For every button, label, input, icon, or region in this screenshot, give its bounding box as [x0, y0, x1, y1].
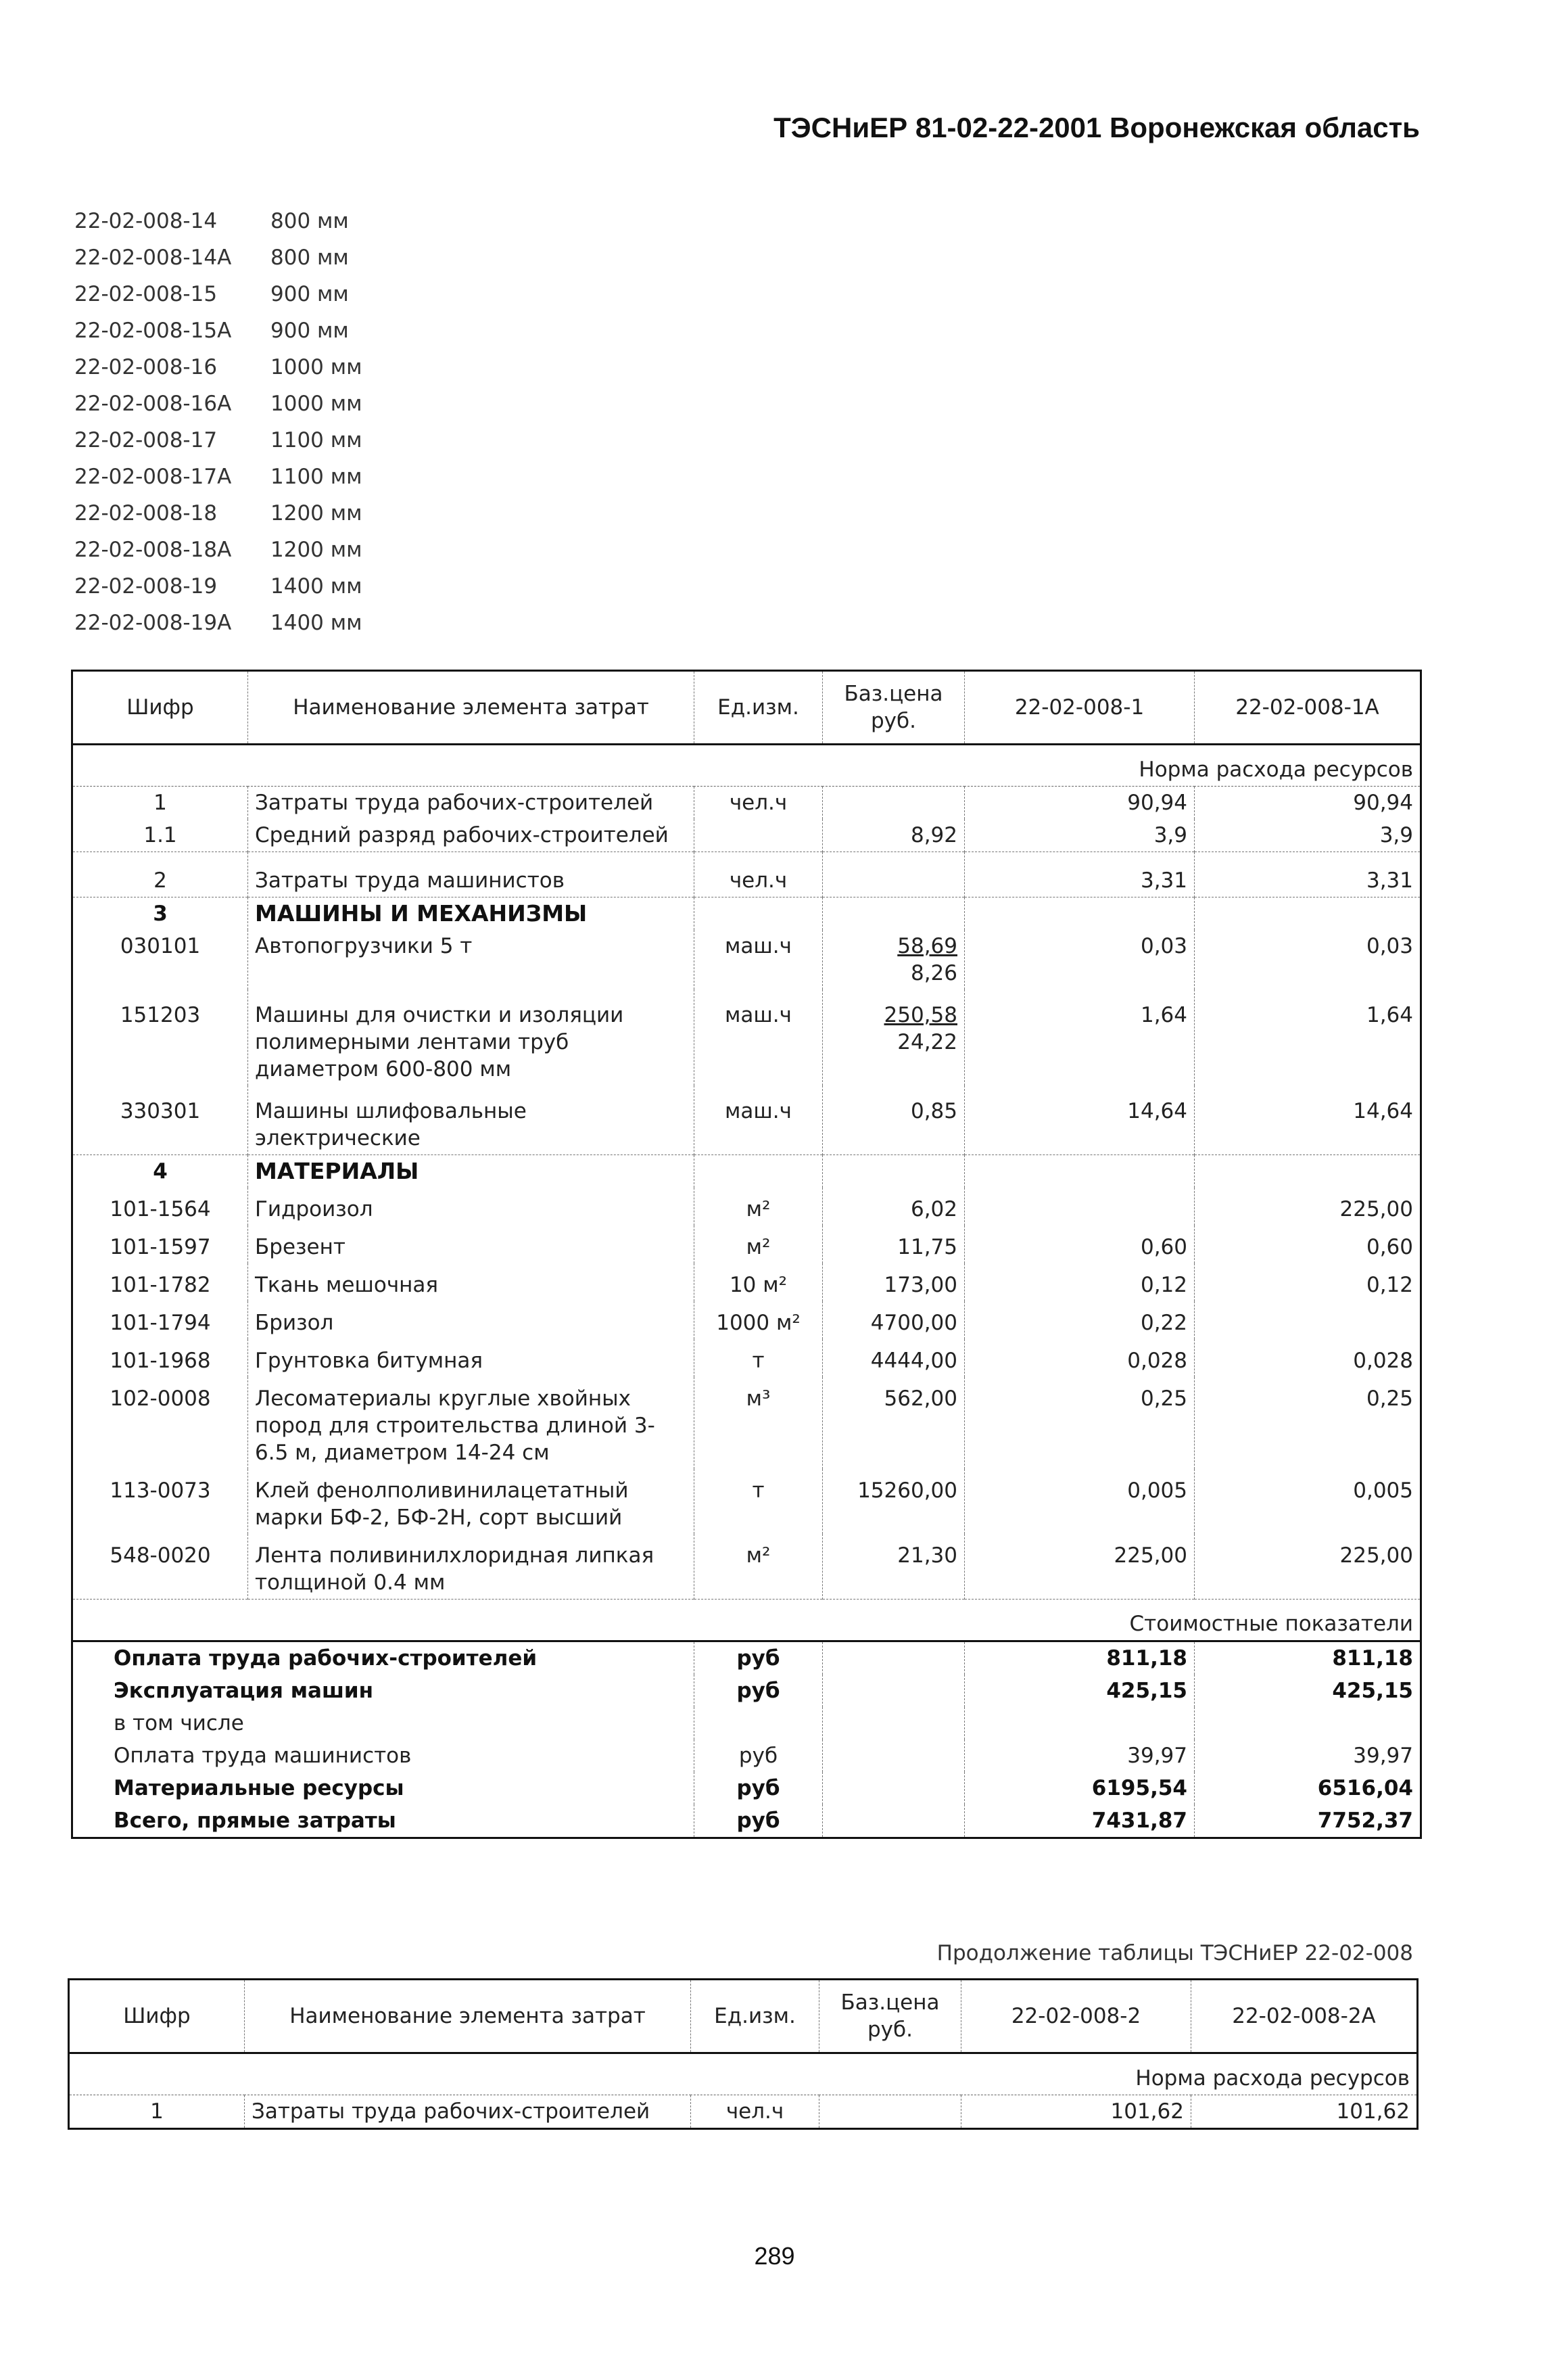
table-row: 548-0020 Лента поливинилхлоридная липкая толщиной 0.4 мм м² 21,30 225,00 225,00	[72, 1534, 1421, 1600]
page-header-title: ТЭСНиЕР 81-02-22-2001 Воронежская область	[773, 112, 1420, 143]
code-list-item: 22-02-008-16 1000 мм	[74, 355, 362, 379]
table-row: 1.1 Средний разряд рабочих-строителей 8,92 3,9 3,9	[72, 819, 1421, 852]
table-row: 1 Затраты труда рабочих-строителей чел.ч 101,62 101,62	[69, 2095, 1418, 2129]
table-row: 102-0008 Лесоматериалы круглые хвойных пород для строительства длиной 3-6.5 м, диаметром 14-24 см м³ 562,00 0,25 0,25	[72, 1377, 1421, 1469]
norm-label: Норма расхода ресурсов	[69, 2053, 1418, 2095]
page-number: 289	[754, 2242, 795, 2270]
norm-label: Норма расхода ресурсов	[72, 745, 1421, 787]
header-col2: 22-02-008-1А	[1195, 671, 1421, 745]
norm-section-row	[69, 2053, 1418, 2095]
table-row: 030101 Автопогрузчики 5 т маш.ч 58,69 8,26 0,03 0,03	[72, 930, 1421, 989]
header-cipher: Шифр	[69, 1980, 245, 2053]
code-list	[74, 203, 362, 641]
code-list-item: 22-02-008-15А 900 мм	[74, 319, 349, 343]
header-name: Наименование элемента затрат	[245, 1980, 691, 2053]
header-unit: Ед.изм.	[694, 671, 823, 745]
table-row: 1 Затраты труда рабочих-строителей чел.ч 90,94 90,94	[72, 787, 1421, 820]
header-col1: 22-02-008-2	[961, 1980, 1191, 2053]
table-header-row	[69, 1980, 1418, 2053]
table-header-row	[72, 671, 1421, 745]
header-cipher: Шифр	[72, 671, 248, 745]
header-unit: Ед.изм.	[691, 1980, 819, 2053]
cost-row: в том числе	[72, 1707, 1421, 1740]
table-row: 2 Затраты труда машинистов чел.ч 3,31 3,31	[72, 852, 1421, 897]
group-row-materials: 4 МАТЕРИАЛЫ	[72, 1155, 1421, 1188]
header-col2: 22-02-008-2А	[1191, 1980, 1418, 2053]
cost-row: Эксплуатация машин руб 425,15 425,15	[72, 1675, 1421, 1707]
header-price: Баз.цена руб.	[819, 1980, 961, 2053]
header-price: Баз.цена руб.	[823, 671, 965, 745]
table-row: 101-1597 Брезент м² 11,75 0,60 0,60	[72, 1226, 1421, 1263]
header-name: Наименование элемента затрат	[248, 671, 694, 745]
resource-table-main	[71, 670, 1422, 1839]
group-row-machines: 3 МАШИНЫ И МЕХАНИЗМЫ	[72, 897, 1421, 931]
cost-section-row	[72, 1600, 1421, 1641]
cost-row: Оплата труда машинистов руб 39,97 39,97	[72, 1740, 1421, 1772]
header-col1: 22-02-008-1	[965, 671, 1195, 745]
code-list-item: 22-02-008-17 1100 мм	[74, 428, 362, 452]
cost-row: Оплата труда рабочих-строителей руб 811,18 811,18	[72, 1641, 1421, 1675]
code-list-item: 22-02-008-19 1400 мм	[74, 574, 362, 599]
continuation-caption: Продолжение таблицы ТЭСНиЕР 22-02-008	[936, 1941, 1413, 1965]
cost-row: Всего, прямые затраты руб 7431,87 7752,37	[72, 1804, 1421, 1838]
table-row: 101-1782 Ткань мешочная 10 м² 173,00 0,12 0,12	[72, 1263, 1421, 1301]
table-row: 113-0073 Клей фенолполивинилацетатный марки БФ-2, БФ-2Н, сорт высший т 15260,00 0,005 0,005	[72, 1469, 1421, 1534]
code-list-item: 22-02-008-14 800 мм	[74, 209, 349, 233]
code-list-item: 22-02-008-17А 1100 мм	[74, 465, 362, 489]
table-row: 151203 Машины для очистки и изоляции полимерными лентами труб диаметром 600-800 мм маш.ч 250,58 24,22 1,64 1,64	[72, 989, 1421, 1086]
code-list-item: 22-02-008-18А 1200 мм	[74, 538, 362, 562]
code-list-item: 22-02-008-15 900 мм	[74, 282, 349, 306]
table-row: 330301 Машины шлифовальные электрические маш.ч 0,85 14,64 14,64	[72, 1086, 1421, 1155]
code-list-item: 22-02-008-14А 800 мм	[74, 246, 349, 270]
cost-row: Материальные ресурсы руб 6195,54 6516,04	[72, 1772, 1421, 1804]
table-row: 101-1794 Бризол 1000 м² 4700,00 0,22	[72, 1301, 1421, 1339]
code-list-item: 22-02-008-16А 1000 мм	[74, 392, 362, 416]
cost-label: Стоимостные показатели	[72, 1600, 1421, 1641]
code-list-item: 22-02-008-19А 1400 мм	[74, 611, 362, 635]
resource-table-continuation	[68, 1978, 1419, 2130]
table-row: 101-1564 Гидроизол м² 6,02 225,00	[72, 1188, 1421, 1226]
table-row: 101-1968 Грунтовка битумная т 4444,00 0,028 0,028	[72, 1339, 1421, 1377]
norm-section-row	[72, 745, 1421, 787]
code-list-item: 22-02-008-18 1200 мм	[74, 501, 362, 526]
